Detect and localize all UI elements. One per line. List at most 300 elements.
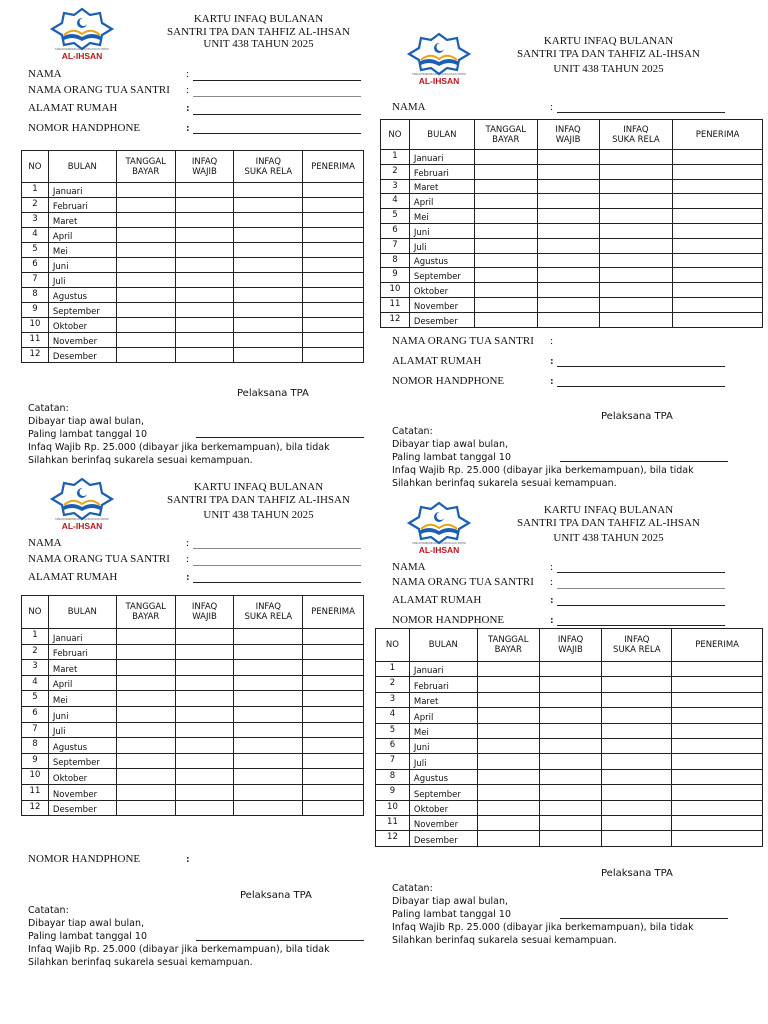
cell-infaq-wajib[interactable]	[539, 815, 602, 830]
cell-infaq-suka-rela[interactable]	[234, 258, 303, 273]
cell-tanggal-bayar[interactable]	[477, 769, 539, 784]
nama-input-line[interactable]	[557, 112, 725, 113]
cell-infaq-wajib[interactable]	[175, 198, 234, 213]
col-tanggal-bayar: TANGGAL BAYAR	[116, 596, 175, 629]
cell-infaq-wajib[interactable]	[539, 738, 602, 753]
notes-block	[28, 402, 330, 467]
cell-infaq-wajib[interactable]	[539, 769, 602, 784]
logo-tagline: TAMAN PENDIDIKAN AL-QUR'AN DAN TAHFIZ	[55, 518, 109, 521]
cell-penerima[interactable]	[303, 273, 364, 288]
row-no: 7	[381, 238, 410, 253]
row-no: 10	[22, 318, 49, 333]
table-row	[381, 164, 763, 179]
table-row	[376, 769, 763, 784]
cell-infaq-suka-rela[interactable]	[599, 297, 673, 312]
cell-infaq-wajib[interactable]	[175, 273, 234, 288]
note-line: Dibayar tiap awal bulan,	[392, 439, 509, 450]
cell-tanggal-bayar[interactable]	[116, 675, 175, 691]
cell-infaq-suka-rela[interactable]	[602, 815, 672, 830]
cell-tanggal-bayar[interactable]	[116, 800, 175, 816]
cell-tanggal-bayar[interactable]	[474, 238, 537, 253]
cell-penerima[interactable]	[303, 644, 364, 660]
cell-penerima[interactable]	[303, 691, 364, 707]
row-no: 7	[22, 722, 49, 738]
cell-infaq-suka-rela[interactable]	[602, 662, 672, 677]
cell-infaq-suka-rela[interactable]	[234, 198, 303, 213]
cell-tanggal-bayar[interactable]	[116, 258, 175, 273]
cell-penerima[interactable]	[673, 253, 763, 268]
row-bulan: Oktober	[409, 800, 477, 815]
cell-infaq-suka-rela[interactable]	[234, 183, 303, 198]
cell-infaq-wajib[interactable]	[175, 706, 234, 722]
row-bulan: September	[409, 268, 474, 283]
cell-infaq-suka-rela[interactable]	[234, 691, 303, 707]
colon: :	[186, 537, 190, 549]
cell-infaq-suka-rela[interactable]	[234, 675, 303, 691]
cell-infaq-wajib[interactable]	[537, 283, 599, 298]
nama-ortu-input-line[interactable]	[193, 96, 361, 97]
cell-tanggal-bayar[interactable]	[477, 662, 539, 677]
nomor-hp-input-line[interactable]	[193, 133, 361, 134]
cell-tanggal-bayar[interactable]	[474, 194, 537, 209]
cell-tanggal-bayar[interactable]	[116, 706, 175, 722]
signature-line[interactable]	[196, 437, 364, 438]
logo-name: AL-IHSAN	[418, 76, 460, 86]
row-no: 6	[22, 258, 49, 273]
alamat-input-line[interactable]	[193, 582, 361, 583]
cell-infaq-wajib[interactable]	[175, 784, 234, 800]
cell-infaq-wajib[interactable]	[175, 738, 234, 754]
cell-tanggal-bayar[interactable]	[116, 228, 175, 243]
alamat-input-line[interactable]	[557, 366, 725, 367]
cell-tanggal-bayar[interactable]	[474, 209, 537, 224]
cell-tanggal-bayar[interactable]	[477, 708, 539, 723]
table-row	[22, 213, 364, 228]
row-no: 5	[381, 209, 410, 224]
row-no: 9	[22, 303, 49, 318]
cell-penerima[interactable]	[303, 183, 364, 198]
cell-infaq-wajib[interactable]	[537, 209, 599, 224]
cell-infaq-wajib[interactable]	[175, 348, 234, 363]
cell-infaq-suka-rela[interactable]	[599, 179, 673, 194]
cell-infaq-wajib[interactable]	[539, 723, 602, 738]
cell-infaq-wajib[interactable]	[537, 194, 599, 209]
cell-penerima[interactable]	[303, 213, 364, 228]
cell-infaq-wajib[interactable]	[175, 675, 234, 691]
signature-line[interactable]	[196, 940, 364, 941]
cell-infaq-wajib[interactable]	[537, 312, 599, 327]
card-unit: UNIT 438 TAHUN 2025	[553, 63, 664, 75]
cell-infaq-suka-rela[interactable]	[234, 213, 303, 228]
cell-tanggal-bayar[interactable]	[474, 164, 537, 179]
cell-tanggal-bayar[interactable]	[477, 831, 539, 846]
cell-penerima[interactable]	[672, 800, 763, 815]
note-line: Silahkan berinfaq sukarela sesuai kemampuan.	[392, 478, 617, 489]
alamat-input-line[interactable]	[557, 605, 725, 606]
cell-infaq-suka-rela[interactable]	[599, 268, 673, 283]
cell-tanggal-bayar[interactable]	[477, 723, 539, 738]
cell-tanggal-bayar[interactable]	[477, 677, 539, 692]
row-no: 4	[381, 194, 410, 209]
cell-penerima[interactable]	[673, 312, 763, 327]
cell-penerima[interactable]	[673, 283, 763, 298]
row-bulan: Januari	[48, 629, 116, 645]
cell-penerima[interactable]	[672, 723, 763, 738]
table-row	[376, 692, 763, 707]
row-bulan: Januari	[409, 662, 477, 677]
cell-tanggal-bayar[interactable]	[116, 644, 175, 660]
table-row	[376, 831, 763, 846]
row-bulan: Agustus	[409, 253, 474, 268]
cell-infaq-suka-rela[interactable]	[234, 660, 303, 676]
cell-infaq-wajib[interactable]	[537, 179, 599, 194]
cell-infaq-wajib[interactable]	[175, 213, 234, 228]
cell-infaq-suka-rela[interactable]	[602, 738, 672, 753]
cell-infaq-suka-rela[interactable]	[234, 318, 303, 333]
cell-infaq-wajib[interactable]	[175, 288, 234, 303]
cell-tanggal-bayar[interactable]	[116, 243, 175, 258]
cell-infaq-suka-rela[interactable]	[599, 283, 673, 298]
notes-block	[28, 904, 330, 969]
cell-penerima[interactable]	[303, 784, 364, 800]
cell-infaq-wajib[interactable]	[539, 677, 602, 692]
cell-tanggal-bayar[interactable]	[116, 738, 175, 754]
table-row	[22, 198, 364, 213]
row-no: 9	[381, 268, 410, 283]
cell-infaq-suka-rela[interactable]	[602, 754, 672, 769]
label-nomor-hp: NOMOR HANDPHONE	[28, 122, 141, 134]
cell-penerima[interactable]	[672, 769, 763, 784]
cell-infaq-suka-rela[interactable]	[599, 164, 673, 179]
label-alamat: ALAMAT RUMAH	[28, 102, 118, 114]
cell-penerima[interactable]	[303, 769, 364, 785]
cell-infaq-suka-rela[interactable]	[602, 708, 672, 723]
cell-tanggal-bayar[interactable]	[116, 198, 175, 213]
cell-penerima[interactable]	[672, 692, 763, 707]
cell-penerima[interactable]	[303, 675, 364, 691]
colon: :	[186, 84, 190, 96]
row-no: 10	[376, 800, 410, 815]
nama-input-line[interactable]	[193, 80, 361, 81]
cell-penerima[interactable]	[673, 297, 763, 312]
row-bulan: Juli	[409, 238, 474, 253]
row-bulan: Maret	[48, 213, 116, 228]
cell-penerima[interactable]	[672, 708, 763, 723]
cell-penerima[interactable]	[672, 738, 763, 753]
cell-infaq-wajib[interactable]	[539, 692, 602, 707]
table-row	[22, 629, 364, 645]
cell-infaq-suka-rela[interactable]	[234, 644, 303, 660]
cell-tanggal-bayar[interactable]	[116, 333, 175, 348]
cell-penerima[interactable]	[303, 348, 364, 363]
col-infaq-suka-rela: INFAQ SUKA RELA	[599, 120, 673, 150]
cell-penerima[interactable]	[303, 198, 364, 213]
cell-tanggal-bayar[interactable]	[477, 738, 539, 753]
signature-line[interactable]	[560, 461, 728, 462]
table-row	[22, 228, 364, 243]
cell-tanggal-bayar[interactable]	[474, 283, 537, 298]
cell-tanggal-bayar[interactable]	[477, 692, 539, 707]
cell-infaq-suka-rela[interactable]	[599, 312, 673, 327]
cell-infaq-suka-rela[interactable]	[234, 303, 303, 318]
cell-infaq-suka-rela[interactable]	[234, 348, 303, 363]
cell-penerima[interactable]	[303, 228, 364, 243]
cell-tanggal-bayar[interactable]	[116, 348, 175, 363]
note-line: Dibayar tiap awal bulan,	[28, 918, 145, 929]
cell-tanggal-bayar[interactable]	[116, 691, 175, 707]
table-row	[376, 738, 763, 753]
row-bulan: Juli	[409, 754, 477, 769]
col-penerima: PENERIMA	[672, 629, 763, 662]
cell-tanggal-bayar[interactable]	[477, 754, 539, 769]
row-bulan: April	[409, 708, 477, 723]
cell-penerima[interactable]	[673, 194, 763, 209]
table-row	[22, 691, 364, 707]
cell-penerima[interactable]	[303, 303, 364, 318]
nama-input-line[interactable]	[193, 548, 361, 549]
cell-penerima[interactable]	[672, 662, 763, 677]
cell-infaq-suka-rela[interactable]	[234, 800, 303, 816]
cell-infaq-suka-rela[interactable]	[599, 238, 673, 253]
table-row	[22, 348, 364, 363]
cell-infaq-suka-rela[interactable]	[599, 209, 673, 224]
cell-infaq-suka-rela[interactable]	[602, 723, 672, 738]
cell-infaq-wajib[interactable]	[175, 228, 234, 243]
cell-penerima[interactable]	[303, 706, 364, 722]
row-no: 5	[22, 691, 49, 707]
row-bulan: Mei	[409, 209, 474, 224]
cell-infaq-suka-rela[interactable]	[602, 677, 672, 692]
cell-infaq-suka-rela[interactable]	[234, 243, 303, 258]
row-no: 1	[22, 183, 49, 198]
cell-tanggal-bayar[interactable]	[116, 303, 175, 318]
cell-tanggal-bayar[interactable]	[474, 312, 537, 327]
notes-block	[392, 882, 694, 947]
cell-penerima[interactable]	[672, 754, 763, 769]
nomor-hp-input-line[interactable]	[557, 386, 725, 387]
alamat-input-line[interactable]	[193, 114, 361, 115]
cell-tanggal-bayar[interactable]	[477, 785, 539, 800]
logo-tagline: TAMAN PENDIDIKAN AL-QUR'AN DAN TAHFIZ	[412, 73, 466, 76]
card-title: KARTU INFAQ BULANAN	[543, 504, 674, 516]
cell-infaq-wajib[interactable]	[539, 800, 602, 815]
nama-ortu-input-line[interactable]	[193, 565, 361, 566]
row-bulan: Juni	[409, 738, 477, 753]
cell-tanggal-bayar[interactable]	[116, 629, 175, 645]
cell-infaq-suka-rela[interactable]	[599, 150, 673, 165]
col-penerima: PENERIMA	[303, 151, 364, 183]
cell-infaq-suka-rela[interactable]	[599, 194, 673, 209]
row-no: 9	[22, 753, 49, 769]
cell-tanggal-bayar[interactable]	[474, 150, 537, 165]
cell-infaq-wajib[interactable]	[539, 662, 602, 677]
cell-tanggal-bayar[interactable]	[474, 223, 537, 238]
cell-infaq-wajib[interactable]	[537, 253, 599, 268]
colon: :	[186, 68, 190, 80]
cell-infaq-suka-rela[interactable]	[234, 784, 303, 800]
row-bulan: Maret	[48, 660, 116, 676]
table-row	[376, 785, 763, 800]
cell-infaq-wajib[interactable]	[175, 258, 234, 273]
notes-heading: Catatan:	[392, 883, 433, 894]
infaq-table	[380, 119, 763, 328]
row-no: 5	[376, 723, 410, 738]
cell-tanggal-bayar[interactable]	[116, 288, 175, 303]
cell-infaq-suka-rela[interactable]	[599, 253, 673, 268]
cell-tanggal-bayar[interactable]	[116, 769, 175, 785]
cell-tanggal-bayar[interactable]	[474, 297, 537, 312]
card-header	[486, 504, 731, 545]
cell-tanggal-bayar[interactable]	[116, 660, 175, 676]
cell-infaq-suka-rela[interactable]	[602, 692, 672, 707]
cell-infaq-wajib[interactable]	[539, 831, 602, 846]
notes-heading: Catatan:	[28, 905, 69, 916]
note-line: Infaq Wajib Rp. 25.000 (dibayar jika berkemampuan), bila tidak	[28, 944, 330, 955]
cell-tanggal-bayar[interactable]	[477, 815, 539, 830]
cell-infaq-suka-rela[interactable]	[234, 738, 303, 754]
cell-penerima[interactable]	[303, 243, 364, 258]
cell-penerima[interactable]	[672, 677, 763, 692]
colon: :	[186, 571, 190, 583]
cell-tanggal-bayar[interactable]	[477, 800, 539, 815]
cell-tanggal-bayar[interactable]	[474, 179, 537, 194]
cell-penerima[interactable]	[673, 150, 763, 165]
cell-penerima[interactable]	[303, 629, 364, 645]
cell-infaq-suka-rela[interactable]	[234, 273, 303, 288]
cell-infaq-wajib[interactable]	[175, 644, 234, 660]
cell-infaq-wajib[interactable]	[537, 238, 599, 253]
cell-tanggal-bayar[interactable]	[116, 722, 175, 738]
cell-tanggal-bayar[interactable]	[116, 213, 175, 228]
cell-penerima[interactable]	[672, 831, 763, 846]
row-no: 12	[376, 831, 410, 846]
cell-infaq-wajib[interactable]	[537, 268, 599, 283]
cell-infaq-wajib[interactable]	[537, 297, 599, 312]
row-bulan: April	[409, 194, 474, 209]
cell-infaq-wajib[interactable]	[539, 785, 602, 800]
cell-penerima[interactable]	[303, 753, 364, 769]
cell-infaq-suka-rela[interactable]	[234, 333, 303, 348]
cell-tanggal-bayar[interactable]	[116, 784, 175, 800]
row-bulan: September	[48, 303, 116, 318]
cell-infaq-suka-rela[interactable]	[602, 769, 672, 784]
row-no: 6	[381, 223, 410, 238]
cell-penerima[interactable]	[673, 238, 763, 253]
cell-penerima[interactable]	[673, 209, 763, 224]
cell-penerima[interactable]	[303, 738, 364, 754]
cell-tanggal-bayar[interactable]	[116, 318, 175, 333]
table-row	[376, 754, 763, 769]
table-row	[381, 238, 763, 253]
table-row	[376, 677, 763, 692]
note-line: Paling lambat tanggal 10	[28, 429, 147, 440]
al-ihsan-logo	[403, 501, 475, 555]
cell-infaq-wajib[interactable]	[175, 333, 234, 348]
row-no: 2	[381, 164, 410, 179]
signature-line[interactable]	[560, 918, 728, 919]
cell-infaq-suka-rela[interactable]	[602, 831, 672, 846]
cell-infaq-suka-rela[interactable]	[234, 288, 303, 303]
nama-ortu-input-line[interactable]	[557, 588, 725, 589]
cell-infaq-wajib[interactable]	[175, 183, 234, 198]
cell-infaq-wajib[interactable]	[175, 303, 234, 318]
cell-infaq-wajib[interactable]	[175, 769, 234, 785]
cell-tanggal-bayar[interactable]	[474, 253, 537, 268]
row-bulan: Februari	[409, 164, 474, 179]
cell-infaq-wajib[interactable]	[539, 754, 602, 769]
row-bulan: Juni	[409, 223, 474, 238]
cell-penerima[interactable]	[673, 223, 763, 238]
cell-infaq-wajib[interactable]	[175, 243, 234, 258]
cell-infaq-wajib[interactable]	[537, 223, 599, 238]
row-no: 2	[22, 198, 49, 213]
cell-infaq-wajib[interactable]	[175, 722, 234, 738]
cell-infaq-wajib[interactable]	[175, 660, 234, 676]
cell-tanggal-bayar[interactable]	[474, 268, 537, 283]
cell-tanggal-bayar[interactable]	[116, 753, 175, 769]
cell-tanggal-bayar[interactable]	[116, 183, 175, 198]
cell-infaq-wajib[interactable]	[537, 150, 599, 165]
cell-infaq-suka-rela[interactable]	[234, 228, 303, 243]
cell-infaq-suka-rela[interactable]	[234, 769, 303, 785]
cell-penerima[interactable]	[303, 800, 364, 816]
cell-penerima[interactable]	[672, 785, 763, 800]
cell-infaq-suka-rela[interactable]	[234, 753, 303, 769]
cell-infaq-wajib[interactable]	[175, 691, 234, 707]
row-no: 8	[376, 769, 410, 784]
cell-penerima[interactable]	[673, 268, 763, 283]
cell-penerima[interactable]	[303, 660, 364, 676]
row-bulan: Oktober	[409, 283, 474, 298]
cell-infaq-wajib[interactable]	[537, 164, 599, 179]
cell-penerima[interactable]	[672, 815, 763, 830]
cell-infaq-suka-rela[interactable]	[234, 629, 303, 645]
cell-infaq-suka-rela[interactable]	[602, 800, 672, 815]
cell-penerima[interactable]	[303, 722, 364, 738]
nama-input-line[interactable]	[557, 572, 725, 573]
row-bulan: April	[48, 675, 116, 691]
cell-infaq-wajib[interactable]	[175, 800, 234, 816]
cell-infaq-suka-rela[interactable]	[234, 706, 303, 722]
row-no: 8	[381, 253, 410, 268]
table-row	[381, 179, 763, 194]
cell-infaq-wajib[interactable]	[175, 629, 234, 645]
cell-infaq-wajib[interactable]	[539, 708, 602, 723]
nomor-hp-input-line[interactable]	[557, 625, 725, 626]
cell-penerima[interactable]	[303, 318, 364, 333]
cell-infaq-suka-rela[interactable]	[599, 223, 673, 238]
cell-infaq-suka-rela[interactable]	[234, 722, 303, 738]
cell-penerima[interactable]	[673, 164, 763, 179]
row-bulan: September	[48, 753, 116, 769]
row-bulan: November	[48, 784, 116, 800]
table-row	[22, 644, 364, 660]
cell-penerima[interactable]	[303, 333, 364, 348]
cell-infaq-wajib[interactable]	[175, 318, 234, 333]
pelaksana-label: Pelaksana TPA	[601, 868, 673, 879]
cell-infaq-wajib[interactable]	[175, 753, 234, 769]
cell-tanggal-bayar[interactable]	[116, 273, 175, 288]
cell-infaq-suka-rela[interactable]	[602, 785, 672, 800]
colon: :	[550, 594, 554, 606]
label-nama-ortu: NAMA ORANG TUA SANTRI	[392, 335, 534, 347]
row-no: 12	[381, 312, 410, 327]
cell-penerima[interactable]	[303, 258, 364, 273]
label-nama: NAMA	[392, 561, 426, 573]
cell-penerima[interactable]	[303, 288, 364, 303]
row-no: 3	[381, 179, 410, 194]
cell-penerima[interactable]	[673, 179, 763, 194]
